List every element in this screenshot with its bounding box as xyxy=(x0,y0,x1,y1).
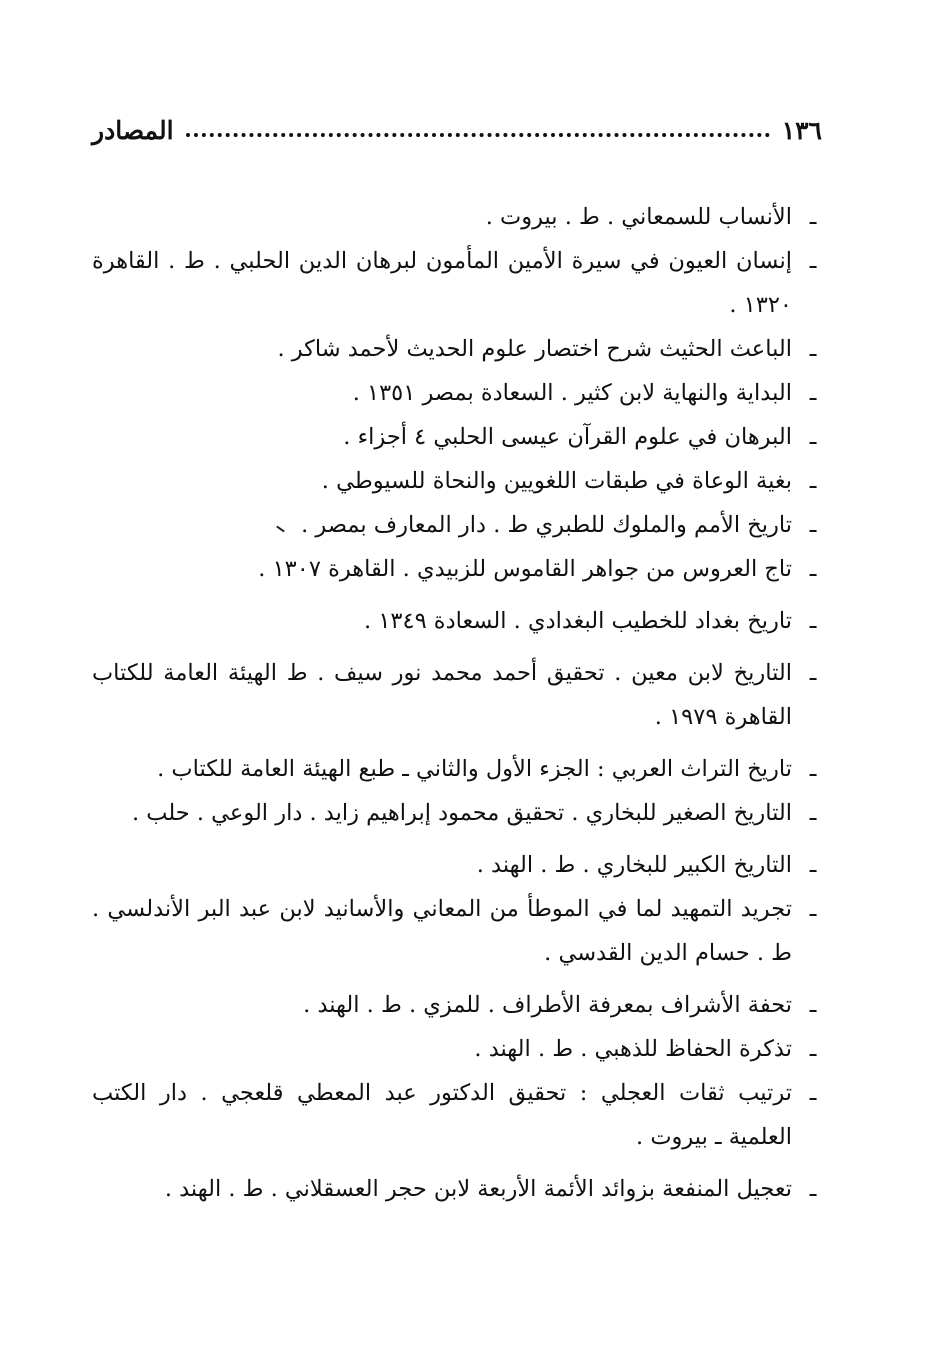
source-entry-text: تاريخ التراث العربي : الجزء الأول والثاني ـ طبع الهيئة العامة للكتاب . xyxy=(157,756,792,782)
entry-dash: ـ xyxy=(809,424,817,450)
entry-dash: ـ xyxy=(809,756,817,782)
source-entry xyxy=(92,1167,822,1211)
entry-dash: ـ xyxy=(809,660,817,686)
entry-dash: ـ xyxy=(809,248,817,274)
page-number: ١٣٦ xyxy=(781,115,822,145)
source-entry xyxy=(92,547,822,591)
entry-dash: ـ xyxy=(809,468,817,494)
source-entry xyxy=(92,843,822,887)
source-entry xyxy=(92,195,822,239)
header-dot-leader xyxy=(186,133,770,137)
running-title: المصادر xyxy=(92,115,174,145)
source-entry xyxy=(92,887,822,975)
source-entry-text: تعجيل المنفعة بزوائد الأئمة الأربعة لابن حجر العسقلاني . ط . الهند . xyxy=(164,1176,792,1202)
source-entry xyxy=(92,983,822,1027)
page-header xyxy=(92,112,822,148)
source-entry-text: البرهان في علوم القرآن عيسى الحلبي ٤ أجزاء . xyxy=(343,424,792,450)
source-entry xyxy=(92,599,822,643)
entry-dash: ـ xyxy=(809,204,817,230)
source-entry xyxy=(92,415,822,459)
entry-dash: ـ xyxy=(809,1036,817,1062)
source-entry xyxy=(92,503,822,547)
source-entry-text: تذكرة الحفاظ للذهبي . ط . الهند . xyxy=(474,1036,792,1062)
entry-dash: ـ xyxy=(809,992,817,1018)
entry-dash: ـ xyxy=(809,512,817,538)
entry-dash: ـ xyxy=(809,380,817,406)
entry-dash: ـ xyxy=(809,800,817,826)
source-entry-text: ترتيب ثقات العجلي : تحقيق الدكتور عبد المعطي قلعجي . دار الكتب العلمية ـ بيروت . xyxy=(92,1080,792,1150)
source-entry xyxy=(92,651,822,739)
source-entry-text: التاريخ الصغير للبخاري . تحقيق محمود إبراهيم زايد . دار الوعي . حلب . xyxy=(131,800,792,826)
entry-dash: ـ xyxy=(809,852,817,878)
source-entry xyxy=(92,371,822,415)
entry-dash: ـ xyxy=(809,556,817,582)
source-entry-text: البداية والنهاية لابن كثير . السعادة بمصر ١٣٥١ . xyxy=(352,380,792,406)
entry-dash: ـ xyxy=(809,608,817,634)
source-entry-text: تاج العروس من جواهر القاموس للزبيدي . القاهرة ١٣٠٧ . xyxy=(258,556,792,582)
source-entry xyxy=(92,239,822,327)
source-entry xyxy=(92,1071,822,1159)
entry-dash: ـ xyxy=(809,1080,817,1106)
source-entry-text: بغية الوعاة في طبقات اللغويين والنحاة للسيوطي . xyxy=(321,468,792,494)
source-entry-text: تاريخ بغداد للخطيب البغدادي . السعادة ١٣٤٩ . xyxy=(364,608,792,634)
source-entry xyxy=(92,747,822,791)
entry-dash: ـ xyxy=(809,896,817,922)
source-entry-text: إنسان العيون في سيرة الأمين المأمون لبرهان الدين الحلبي . ط . القاهرة ١٣٢٠ . xyxy=(92,248,792,318)
source-entry xyxy=(92,327,822,371)
sources-list xyxy=(92,195,822,1211)
source-entry-text: الباعث الحثيث شرح اختصار علوم الحديث لأحمد شاكر . xyxy=(277,336,792,362)
source-entry-text: التاريخ لابن معين . تحقيق أحمد محمد نور سيف . ط الهيئة العامة للكتاب القاهرة ١٩٧٩ . xyxy=(92,660,792,730)
source-entry xyxy=(92,791,822,835)
source-entry-text: التاريخ الكبير للبخاري . ط . الهند . xyxy=(476,852,792,878)
entry-dash: ـ xyxy=(809,1176,817,1202)
source-entry-text: تاريخ الأمم والملوك للطبري ط . دار المعارف بمصر . xyxy=(301,512,792,538)
source-entry-text: تجريد التمهيد لما في الموطأ من المعاني والأسانيد لابن عبد البر الأندلسي . ط . حسام الدين القدسي . xyxy=(92,896,792,966)
entry-dash: ـ xyxy=(809,336,817,362)
source-entry-text: الأنساب للسمعاني . ط . بيروت . xyxy=(485,204,792,230)
source-entry-text: تحفة الأشراف بمعرفة الأطراف . للمزي . ط . الهند . xyxy=(303,992,792,1018)
source-entry xyxy=(92,1027,822,1071)
source-entry xyxy=(92,459,822,503)
